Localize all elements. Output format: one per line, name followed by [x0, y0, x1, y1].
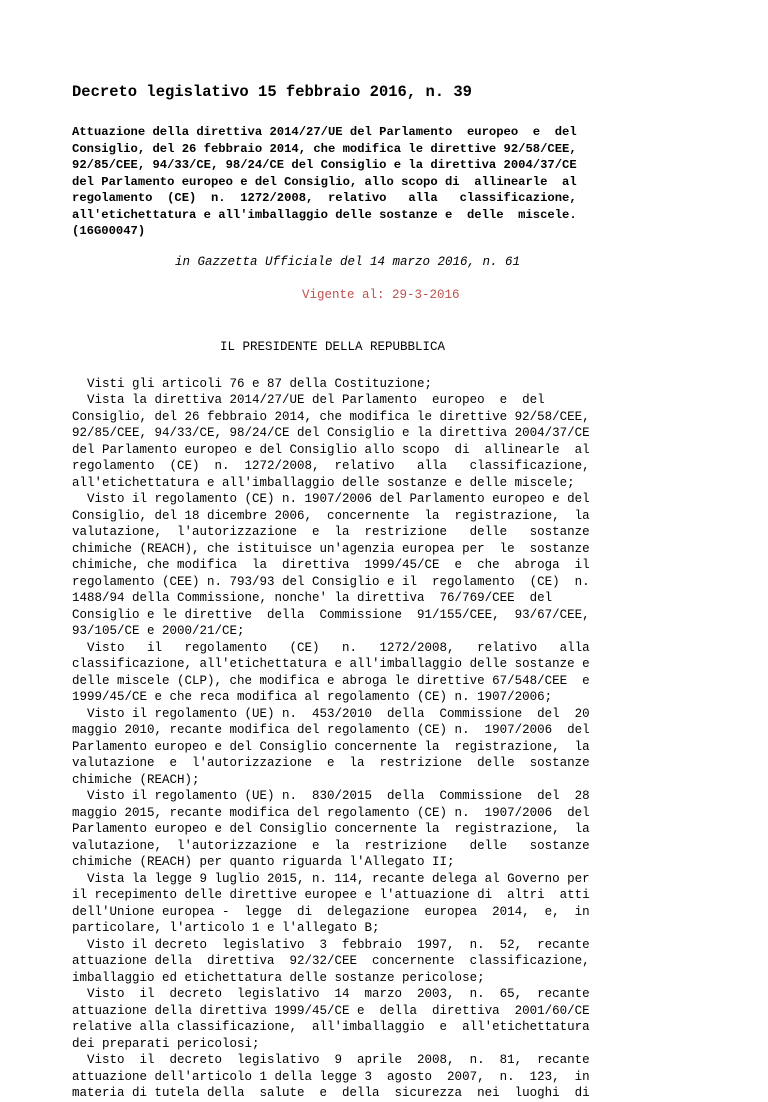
president-heading: IL PRESIDENTE DELLA REPUBBLICA [220, 339, 446, 354]
body-line: 1999/45/CE e che reca modifica al regolamento (CE) n. 1907/2006; [72, 690, 553, 704]
body-line: attuazione della direttiva 92/32/CEE concernente classificazione, [72, 954, 590, 968]
body-line: il recepimento delle direttive europee e l'attuazione di altri atti [72, 888, 590, 902]
body-line: dell'Unione europea - legge di delegazione europea 2014, e, in [72, 904, 590, 919]
body-line: Vista la direttiva 2014/27/UE del Parlamento europeo e del [72, 393, 545, 407]
body-line: particolare, l'articolo 1 e l'allegato B; [72, 921, 380, 935]
body-line: Parlamento europeo e del Consiglio concernente la registrazione, la [72, 822, 590, 836]
body-line: Vista la legge 9 luglio 2015, n. 114, recante delega al Governo per [72, 871, 590, 886]
body-line: Parlamento europeo e del Consiglio concernente la registrazione, la [72, 739, 590, 754]
decree-title: Decreto legislativo 15 febbraio 2016, n. 39 [72, 83, 472, 101]
body-line: classificazione, all'etichettatura e all'imballaggio delle sostanze e [72, 657, 590, 671]
body-line: Visto il decreto legislativo 3 febbraio 1997, n. 52, recante [72, 937, 590, 952]
body-line: Visto il regolamento (CE) n. 1272/2008, relativo alla [72, 640, 590, 655]
body-line: Visto il decreto legislativo 14 marzo 2003, n. 65, recante [72, 987, 590, 1001]
body-line: 1488/94 della Commissione, nonche' la direttiva 76/769/CEE del [72, 591, 553, 605]
body-line: valutazione, l'autorizzazione e la restrizione delle sostanze [72, 525, 590, 539]
body-line: Visto il decreto legislativo 9 aprile 2008, n. 81, recante [72, 1053, 590, 1067]
subtitle-line: regolamento (CE) n. 1272/2008, relativo alla classificazione, [72, 191, 577, 205]
subtitle-line: Consiglio, del 26 febbraio 2014, che modifica le direttive 92/58/CEE, [72, 141, 577, 156]
decree-subtitle [72, 124, 712, 240]
body-line: 93/105/CE e 2000/21/CE; [72, 624, 245, 638]
body-line: maggio 2010, recante modifica del regolamento (CE) n. 1907/2006 del [72, 723, 590, 737]
body-line: valutazione e l'autorizzazione e la restrizione delle sostanze [72, 756, 590, 770]
document-page [72, 82, 712, 1102]
subtitle-line: Attuazione della direttiva 2014/27/UE del Parlamento europeo e del [72, 125, 577, 139]
vigente-date: Vigente al: 29-3-2016 [302, 287, 460, 302]
body-line: dei preparati pericolosi; [72, 1036, 260, 1051]
body-line: chimiche (REACH), che istituisce un'agenzia europea per le sostanze [72, 541, 590, 556]
body-line: del Parlamento europeo e del Consiglio allo scopo di allinearle al [72, 442, 590, 457]
body-line: attuazione dell'articolo 1 della legge 3 agosto 2007, n. 123, in [72, 1069, 590, 1084]
body-line: Consiglio, del 26 febbraio 2014, che modifica le direttive 92/58/CEE, [72, 409, 590, 424]
body-line: chimiche (REACH) per quanto riguarda l'Allegato II; [72, 855, 455, 869]
body-line: all'etichettatura e all'imballaggio delle sostanze e delle miscele; [72, 475, 575, 490]
body-line: attuazione della direttiva 1999/45/CE e della direttiva 2001/60/CE [72, 1003, 590, 1018]
subtitle-line: (16G00047) [72, 224, 146, 238]
body-line: Visto il regolamento (CE) n. 1907/2006 del Parlamento europeo e del [72, 492, 590, 506]
body-line: Consiglio e le direttive della Commissione 91/155/CEE, 93/67/CEE, [72, 607, 590, 622]
body-line: maggio 2015, recante modifica del regolamento (CE) n. 1907/2006 del [72, 805, 590, 820]
subtitle-line: all'etichettatura e all'imballaggio delle sostanze e delle miscele. [72, 207, 577, 222]
body-line: Visto il regolamento (UE) n. 830/2015 della Commissione del 28 [72, 789, 590, 803]
body-line: chimiche, che modifica la direttiva 1999/45/CE e che abroga il [72, 558, 590, 572]
subtitle-line: 92/85/CEE, 94/33/CE, 98/24/CE del Consiglio e la direttiva 2004/37/CE [72, 158, 577, 172]
body-line: valutazione, l'autorizzazione e la restrizione delle sostanze [72, 838, 590, 853]
body-line: Visti gli articoli 76 e 87 della Costituzione; [72, 376, 433, 391]
decree-body [72, 376, 712, 1102]
body-line: Visto il regolamento (UE) n. 453/2010 della Commissione del 20 [72, 706, 590, 721]
body-line: relative alla classificazione, all'imballaggio e all'etichettatura [72, 1020, 590, 1034]
body-line: Consiglio, del 18 dicembre 2006, concernente la registrazione, la [72, 508, 590, 523]
body-line: materia di tutela della salute e della sicurezza nei luoghi di [72, 1086, 590, 1100]
body-line: regolamento (CE) n. 1272/2008, relativo alla classificazione, [72, 459, 590, 473]
subtitle-line: del Parlamento europeo e del Consiglio, allo scopo di allinearle al [72, 174, 577, 189]
body-line: imballaggio ed etichettatura delle sostanze pericolose; [72, 970, 485, 985]
gazzetta-reference: in Gazzetta Ufficiale del 14 marzo 2016, n. 61 [175, 254, 521, 269]
body-line: chimiche (REACH); [72, 772, 200, 787]
body-line: 92/85/CEE, 94/33/CE, 98/24/CE del Consiglio e la direttiva 2004/37/CE [72, 426, 590, 440]
body-line: delle miscele (CLP), che modifica e abroga le direttive 67/548/CEE e [72, 673, 590, 688]
body-line: regolamento (CEE) n. 793/93 del Consiglio e il regolamento (CE) n. [72, 574, 590, 589]
